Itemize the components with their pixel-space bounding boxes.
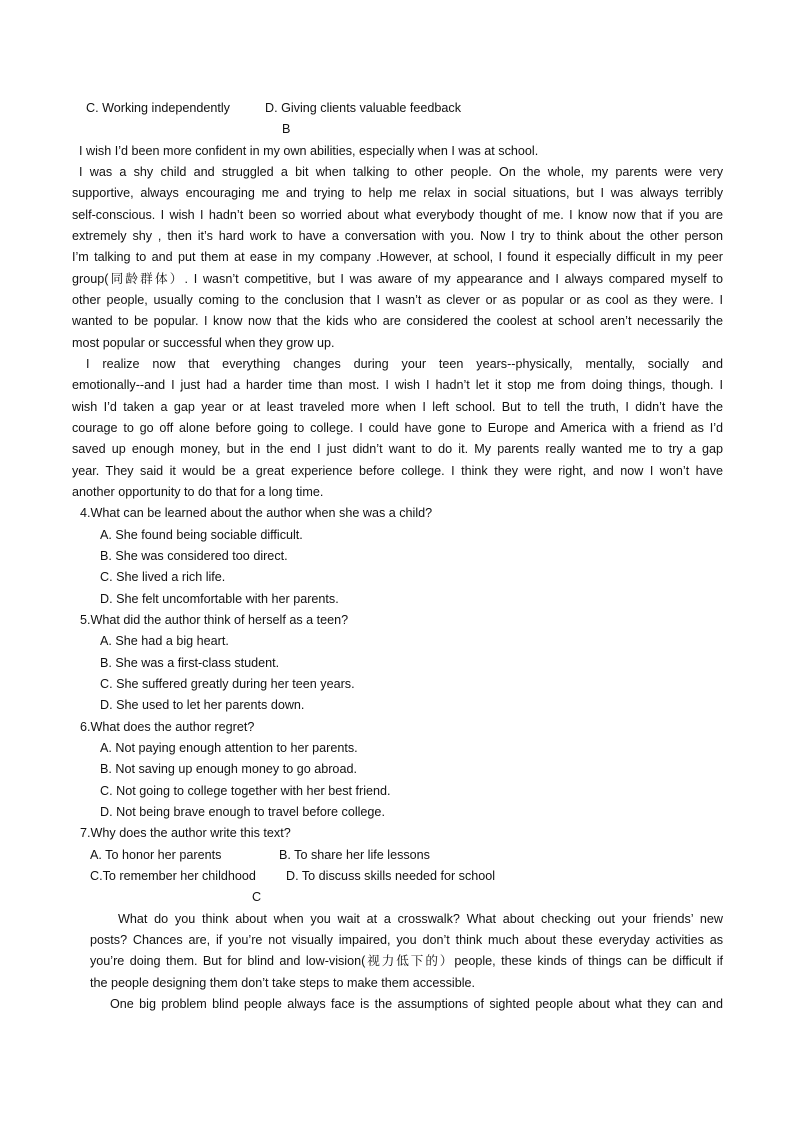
question-4-option-d: D. She felt uncomfortable with her parents. (100, 592, 339, 606)
passage-b-line-9: wanted to be popular. I know now that the kids who are considered the coolest at school aren’t necessarily the (72, 314, 723, 328)
passage-b-line-8: other people, usually coming to the conclusion that I wasn’t as clever or as popular or as cool as they were. I (72, 293, 723, 307)
question-7-option-d: D. To discuss skills needed for school (286, 869, 496, 883)
passage-b-line-2: I was a shy child and struggled a bit when talking to other people. On the whole, my parents were very (79, 165, 723, 179)
question-4-option-c: C. She lived a rich life. (100, 570, 226, 584)
question-5-option-a: A. She had a big heart. (100, 634, 229, 648)
passage-b-line-11: I realize now that everything changes during your teen years--physically, mentally, socially and (86, 357, 723, 371)
passage-b-line-6: I’m talking to and put them at ease in my company .However, at school, I found it especially difficult in my peer (72, 250, 723, 264)
passage-c-line-5: One big problem blind people always face is the assumptions of sighted people about what they can and (110, 997, 723, 1011)
passage-b-line-4: self-conscious. I wish I hadn’t been so worried about what everybody thought of me. I know now that if you are (72, 208, 723, 222)
question-6-option-c: C. Not going to college together with her best friend. (100, 784, 391, 798)
passage-b-line-17: another opportunity to do that for a long time. (72, 485, 324, 499)
passage-b-line-1: I wish I’d been more confident in my own abilities, especially when I was at school. (79, 144, 539, 158)
question-4-option-a: A. She found being sociable difficult. (100, 528, 303, 542)
question-7-option-a: A. To honor her parents (90, 848, 222, 862)
question-6-option-d: D. Not being brave enough to travel before college. (100, 805, 385, 819)
passage-b-line-12: emotionally--and I just had a harder time than most. I wish I hadn’t let it stop me from doing things, though. I (72, 378, 723, 392)
option-d-prev: D. Giving clients valuable feedback (265, 101, 462, 115)
question-5-option-b: B. She was a first-class student. (100, 656, 280, 670)
question-7-stem: 7.Why does the author write this text? (80, 826, 291, 840)
section-b-label: B (282, 122, 291, 136)
passage-c-line-4: the people designing them don’t take steps to make them accessible. (90, 976, 476, 990)
question-5-option-d: D. She used to let her parents down. (100, 698, 305, 712)
question-7-option-b: B. To share her life lessons (279, 848, 430, 862)
question-7-option-c: C.To remember her childhood (90, 869, 256, 883)
passage-c-line-2: posts? Chances are, if you’re not visually impaired, you don’t think much about these everyday activities as (90, 933, 723, 947)
passage-b-line-14: courage to go off alone before going to college. I could have gone to Europe and America with a friend as I’d (72, 421, 723, 435)
question-5-option-c: C. She suffered greatly during her teen years. (100, 677, 355, 691)
question-5-stem: 5.What did the author think of herself as a teen? (80, 613, 349, 627)
passage-b-line-10: most popular or successful when they grow up. (72, 336, 335, 350)
question-6-stem: 6.What does the author regret? (80, 720, 255, 734)
passage-b-line-15: saved up enough money, but in the end I just didn’t want to do it. My parents really wanted me to try a gap (72, 442, 723, 456)
question-4-option-b: B. She was considered too direct. (100, 549, 288, 563)
passage-b-line-3: supportive, always encouraging me and trying to help me relax in social situations, but I was always terribly (72, 186, 723, 200)
question-4-stem: 4.What can be learned about the author when she was a child? (80, 506, 433, 520)
section-c-label: C (252, 890, 262, 904)
passage-b-line-16: year. They said it would be a great experience before college. I think they were right, and now I won’t have (72, 464, 723, 478)
passage-b-line-13: wish I’d taken a gap year or at least traveled more when I left school. But to tell the truth, I didn’t have the (72, 400, 723, 414)
passage-c-line-3: you’re doing them. But for blind and low-vision(视力低下的）people, these kinds of things can be difficult if (90, 954, 723, 968)
question-6-option-b: B. Not saving up enough money to go abroad. (100, 762, 357, 776)
passage-b-line-7: group(同龄群体）. I wasn’t competitive, but I was aware of my appearance and I always compared myself to (72, 272, 723, 286)
passage-c-line-1: What do you think about when you wait at a crosswalk? What about checking out your friends’ new (118, 912, 723, 926)
question-6-option-a: A. Not paying enough attention to her parents. (100, 741, 358, 755)
passage-b-line-5: extremely shy , then it’s hard work to have a conversation with you. Now I try to think about the other person (72, 229, 723, 243)
option-c-prev: C. Working independently (86, 101, 230, 115)
